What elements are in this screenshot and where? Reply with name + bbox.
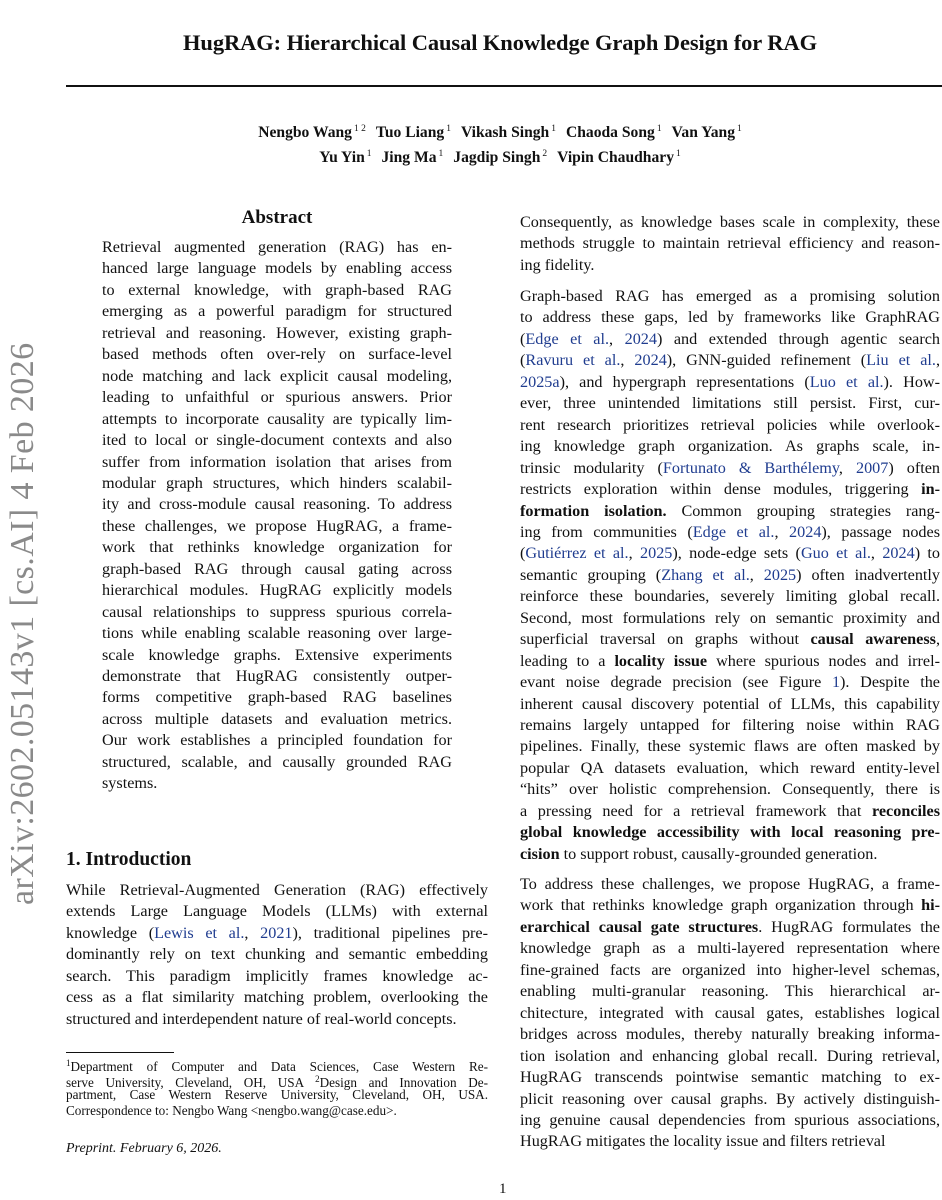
text-line: hanced large language models by enabling access: [102, 259, 452, 278]
text-line: [520, 960, 940, 980]
author-name: Tuo Liang $^1$: [375, 124, 451, 141]
text-line: [520, 479, 940, 499]
text-span: Consequently, as knowledge bases scale in complexity, these: [520, 213, 940, 231]
text-span: pipelines. Finally, these systemic flaws are often masked by: [520, 737, 940, 756]
text-line: Our work establishes a principled foundation for: [102, 731, 452, 750]
text-span: ,: [935, 351, 940, 370]
text-line: [520, 415, 940, 435]
text-span: rent research prioritizes retrieval policies while overlook-: [520, 415, 940, 434]
citation-link[interactable]: Edge et al.: [525, 329, 610, 348]
preprint-note: Preprint. February 6, 2026.: [66, 1141, 222, 1156]
text-span: structured and interdependent nature of real-world concepts.: [66, 1009, 457, 1028]
citation-link[interactable]: Fortunato & Barthélemy: [662, 458, 839, 477]
text-span: popular QA datasets evaluation, which reward entity-level: [520, 758, 940, 777]
text-span: ) often: [888, 458, 940, 477]
author-name: Nengbo Wang $^{1 2}$: [258, 124, 366, 141]
bold-text: cision: [520, 844, 560, 863]
text-line: [66, 1087, 488, 1103]
text-line: retrieval and reasoning. However, existing graph-: [102, 323, 452, 342]
text-line: [520, 736, 940, 756]
author-name: Vipin Chaudhary $^1$: [557, 149, 681, 166]
text-span: where spurious nodes and irrel-: [707, 651, 940, 670]
text-line: [520, 608, 940, 628]
text-span: ,: [870, 544, 883, 563]
text-span: restricts exploration within dense modules, triggering: [520, 480, 922, 499]
text-line: to external knowledge, with graph-based RAG: [102, 280, 452, 299]
text-span: leading to a: [520, 651, 615, 670]
bold-text: locality issue: [614, 651, 708, 670]
text-line: Retrieval augmented generation (RAG) has en-: [102, 238, 452, 256]
text-line: [520, 212, 940, 232]
text-span: remains largely untapped for filtering noise within RAG: [520, 716, 940, 734]
citation-link[interactable]: 2021: [260, 923, 293, 942]
intro-heading: 1. Introduction: [66, 849, 192, 870]
bold-text: global knowledge accessibility with local reasoning pre-: [520, 823, 940, 842]
text-span: ) often inadvertently: [796, 565, 941, 584]
text-span: fine-grained facts are organized into higher-level schemas,: [520, 960, 940, 979]
text-line: [520, 586, 940, 606]
text-line: [66, 944, 488, 964]
affiliation-marker: 2: [542, 149, 548, 159]
text-line: [520, 1024, 940, 1044]
text-line: [520, 651, 940, 671]
text-line: [520, 1089, 940, 1109]
text-span: ), GNN-guided refinement (: [666, 351, 867, 370]
affiliation-marker: 1: [438, 149, 444, 159]
text-line: [520, 1003, 940, 1023]
text-line: attempts to incorporate causality are typically lim-: [102, 409, 452, 428]
text-span: To address these challenges, we propose HugRAG, a frame-: [520, 875, 940, 893]
text-line: leading to unfaithful or spurious answers. Prior: [102, 388, 452, 407]
text-span: search. This paradigm implicitly frames knowledge ac-: [66, 966, 488, 985]
text-span: plicit reasoning over causal graphs. By actively distinguish-: [520, 1089, 940, 1108]
text-line: [66, 966, 488, 986]
text-span: enabling multi-granular reasoning. This hierarchical ar-: [520, 982, 940, 1001]
text-line: [520, 672, 940, 692]
text-line: across multiple datasets and evaluation metrics.: [102, 709, 452, 728]
text-span: ) and extended through agentic search: [656, 329, 941, 348]
text-line: [520, 758, 940, 778]
citation-link[interactable]: Lewis et al.: [154, 923, 245, 942]
text-span: While Retrieval-Augmented Generation (RAG) effectively: [66, 881, 488, 899]
text-line: [520, 779, 940, 799]
text-span: methods struggle to maintain retrieval efficiency and reason-: [520, 234, 940, 253]
text-line: [520, 458, 940, 478]
text-line: [520, 917, 940, 937]
text-span: HugRAG mitigates the locality issue and filters retrieval: [520, 1132, 886, 1151]
affiliation-marker: 1: [551, 124, 556, 134]
text-span: Correspondence to: Nengbo Wang <nengbo.wang@case.edu>.: [66, 1103, 397, 1118]
affiliation-marker: 1: [656, 124, 662, 134]
arxiv-stamp: arXiv:2602.05143v1 [cs.AI] 4 Feb 2026: [4, 342, 41, 905]
footnote-marker: 1: [66, 1058, 71, 1068]
text-span: ). How-: [883, 372, 940, 391]
footnote-rule: [66, 1052, 174, 1053]
affiliation-marker: 1: [446, 124, 451, 134]
author-name: Yu Yin $^1$: [319, 149, 372, 166]
bold-text: formation isolation.: [520, 501, 667, 520]
citation-link[interactable]: Edge et al.: [692, 522, 775, 541]
text-span: Design and Innovation De-: [319, 1075, 488, 1090]
text-line: [520, 1110, 940, 1130]
text-span: ,: [609, 329, 625, 348]
bold-text: reconciles: [871, 801, 940, 820]
text-line: [520, 501, 940, 521]
text-line: [520, 981, 940, 1001]
text-span: Graph-based RAG has emerged as a promising solution: [520, 287, 940, 305]
author-list-row-2: [200, 149, 800, 167]
text-span: cess as a flat similarity matching problem, overlooking the: [66, 988, 488, 1007]
text-line: [520, 938, 940, 958]
citation-link[interactable]: 2024: [789, 522, 822, 541]
text-line: [520, 694, 940, 714]
author-name: Jagdip Singh $^2$: [453, 149, 548, 166]
text-span: ) to: [914, 544, 941, 563]
abstract-heading: Abstract: [241, 207, 313, 228]
text-span: . HugRAG formulates the: [758, 917, 940, 936]
text-line: [66, 923, 488, 943]
text-span: semantic grouping (: [520, 565, 662, 584]
text-span: evant noise degrade precision (see Figure: [520, 673, 832, 692]
text-line: [520, 393, 940, 413]
text-line: structured, scalable, and causally grounded RAG: [102, 752, 452, 771]
bold-text: causal awareness: [810, 630, 936, 649]
text-span: to address these gaps, led by frameworks like GraphRAG: [520, 308, 940, 327]
text-line: causal relationships to suppress spurious correla-: [102, 602, 452, 621]
affiliation-marker: 1: [737, 124, 742, 134]
citation-link[interactable]: 2024: [624, 329, 657, 348]
text-span: ). Despite the: [840, 673, 940, 692]
text-line: demonstrate that HugRAG consistently outper-: [102, 667, 452, 685]
text-span: (: [520, 544, 526, 563]
text-span: “hits” over holistic comprehension. Consequently, there is: [520, 780, 940, 799]
author-list-row-1: [200, 124, 800, 142]
text-line: [520, 329, 940, 349]
citation-link[interactable]: 2025a: [520, 372, 560, 391]
author-name: Chaoda Song $^1$: [565, 124, 662, 141]
text-line: [520, 1131, 940, 1151]
text-line: node matching and lack explicit causal modeling,: [102, 366, 452, 385]
author-name: Jing Ma $^1$: [381, 149, 444, 166]
text-line: [520, 565, 940, 585]
bold-text: hi-: [921, 896, 940, 915]
text-line: [520, 801, 940, 821]
text-line: ity and cross-module causal reasoning. To address: [102, 495, 452, 514]
text-span: ,: [935, 630, 940, 649]
text-span: ever, three unintended limitations still persist. First, cur-: [520, 394, 940, 413]
text-line: these challenges, we propose HugRAG, a frame-: [102, 516, 452, 535]
text-span: inherent causal discovery potential of LLMs, this capability: [520, 694, 940, 713]
text-line: [520, 629, 940, 649]
text-line: [520, 522, 940, 542]
text-line: tions while enabling scalable reasoning over large-: [102, 624, 452, 643]
text-span: Common grouping strategies rang-: [666, 501, 941, 520]
text-line: systems.: [102, 774, 158, 793]
text-line: work that rethinks knowledge organization for: [102, 538, 452, 557]
text-span: tion isolation and enhancing global recall. During retrieval,: [520, 1046, 940, 1065]
author-name: Van Yang $^1$: [671, 124, 742, 141]
text-line: [520, 255, 940, 275]
citation-link[interactable]: 2024: [634, 351, 667, 370]
affiliation-marker: 1: [676, 149, 681, 159]
text-span: ), node-edge sets (: [672, 544, 801, 563]
text-span: ing fidelity.: [520, 255, 595, 274]
text-line: [520, 895, 940, 915]
text-span: dominantly rely on text chunking and semantic embedding: [66, 945, 488, 964]
text-line: suffer from information isolation that arises from: [102, 452, 452, 471]
text-span: knowledge graph as a multi-layered representation where: [520, 939, 940, 958]
text-span: ing knowledge graph organization. As graphs scale, in-: [520, 437, 940, 456]
text-span: to support robust, causally-grounded generation.: [559, 844, 878, 863]
text-line: based methods often over-rely on surface-level: [102, 345, 452, 364]
text-line: [520, 436, 940, 456]
text-span: ,: [749, 565, 764, 584]
text-span: bridges across modules, thereby naturally breaking informa-: [520, 1025, 940, 1044]
text-line: forms competitive graph-based RAG baselines: [102, 688, 452, 707]
bold-text: in-: [921, 480, 940, 499]
text-span: ,: [774, 522, 790, 541]
text-line: ited to local or single-document contexts and also: [102, 431, 452, 450]
text-span: ), passage nodes: [821, 522, 941, 541]
text-span: chitecture, integrated with causal gates, establishes logical: [520, 1003, 940, 1022]
text-span: ,: [244, 923, 261, 942]
text-line: [66, 1103, 488, 1119]
citation-link[interactable]: 2025: [763, 565, 797, 584]
text-span: Second, most formulations rely on semantic proximity and: [520, 608, 940, 627]
text-line: [66, 880, 488, 900]
footnote-marker: 2: [315, 1074, 320, 1084]
citation-link[interactable]: Liu et al.: [866, 351, 936, 370]
citation-link[interactable]: Luo et al.: [809, 372, 884, 391]
citation-link[interactable]: 2007: [855, 458, 889, 477]
text-line: emerging as a powerful paradigm for structured: [102, 302, 452, 321]
citation-link[interactable]: Gutiérrez et al.: [525, 544, 629, 563]
text-line: [520, 1067, 940, 1087]
text-line: [520, 715, 940, 735]
text-line: [520, 543, 940, 563]
text-line: [66, 987, 488, 1007]
text-span: HugRAG transcends pointwise semantic matching to ex-: [520, 1068, 940, 1087]
paper-title: HugRAG: Hierarchical Causal Knowledge Graph Design for RAG: [183, 30, 817, 55]
text-span: work that rethinks knowledge graph organization through: [520, 896, 922, 915]
text-line: scale knowledge graphs. Extensive experiments: [102, 645, 452, 664]
text-line: [520, 874, 940, 894]
text-span: Department of Computer and Data Sciences, Case Western Re-: [70, 1059, 488, 1074]
text-line: [520, 372, 940, 392]
text-line: [520, 286, 940, 306]
citation-link[interactable]: Guo et al.: [800, 544, 871, 563]
page-number: 1: [499, 1181, 507, 1197]
text-span: ,: [628, 544, 640, 563]
text-line: [520, 307, 940, 327]
text-line: [520, 822, 940, 842]
bold-text: erarchical causal gate structures: [520, 917, 759, 936]
text-span: reinforce these boundaries, severely limiting global recall.: [520, 587, 940, 606]
citation-link[interactable]: 2024: [882, 544, 915, 563]
text-span: extends Large Language Models (LLMs) with external: [66, 902, 488, 921]
text-line: modular graph structures, which hinders scalabil-: [102, 473, 452, 492]
text-line: [66, 1009, 488, 1029]
text-line: graph-based RAG through causal gating across: [102, 559, 452, 578]
affiliation-marker: 1: [366, 149, 372, 159]
text-span: (: [520, 351, 526, 370]
text-span: ,: [620, 351, 635, 370]
text-span: ), and hypergraph representations (: [559, 372, 810, 391]
citation-link[interactable]: 1: [831, 673, 841, 692]
text-line: [66, 901, 488, 921]
text-span: a pressing need for a retrieval framework that: [520, 801, 872, 820]
text-span: ), traditional pipelines pre-: [292, 923, 488, 942]
affiliation-marker: 1 2: [353, 124, 366, 134]
text-line: [520, 233, 940, 253]
text-span: ing from communities (: [520, 522, 693, 541]
text-line: [520, 1046, 940, 1066]
text-line: hierarchical modules. HugRAG explicitly models: [102, 581, 452, 600]
text-line: [520, 350, 940, 370]
text-span: ing genuine causal dependencies from spurious associations,: [520, 1110, 940, 1129]
text-span: (: [520, 329, 526, 348]
title-rule: [66, 85, 942, 87]
text-span: ,: [838, 458, 856, 477]
citation-link[interactable]: Ravuru et al.: [525, 351, 621, 370]
text-line: [520, 844, 940, 864]
text-span: trinsic modularity (: [520, 458, 663, 477]
text-span: knowledge (: [66, 923, 155, 942]
author-name: Vikash Singh $^1$: [460, 124, 556, 141]
citation-link[interactable]: Zhang et al.: [661, 565, 750, 584]
text-span: serve University, Cleveland, OH, USA: [66, 1075, 316, 1090]
text-span: superficial traversal on graphs without: [520, 630, 811, 649]
text-span: partment, Case Western Reserve University, Cleveland, OH, USA.: [66, 1087, 488, 1102]
citation-link[interactable]: 2025: [640, 544, 673, 563]
